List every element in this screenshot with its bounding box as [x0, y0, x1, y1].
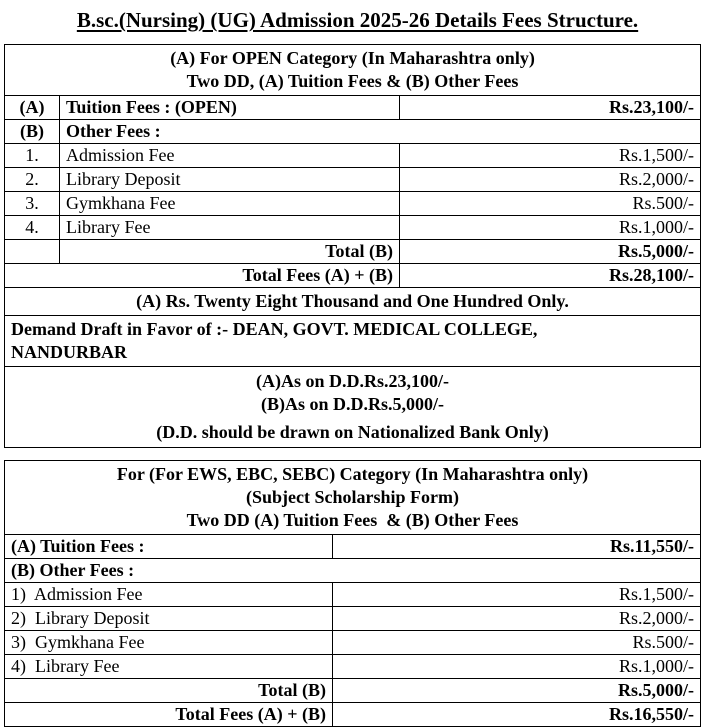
item-name: Library Deposit	[60, 168, 400, 192]
amount-in-words: (A) Rs. Twenty Eight Thousand and One Hundred Only.	[5, 288, 701, 316]
item-name: 3) Gymkhana Fee	[5, 631, 333, 655]
item-name: Gymkhana Fee	[60, 192, 400, 216]
item-name: 4) Library Fee	[5, 655, 333, 679]
item-name: 1) Admission Fee	[5, 583, 333, 607]
open-tuition-row	[5, 96, 701, 120]
ews-header	[5, 461, 701, 535]
total-b-amount: Rs.5,000/-	[333, 679, 701, 703]
demand-draft-cell	[5, 316, 701, 367]
table-row	[5, 192, 701, 216]
ews-total-fees-row	[5, 703, 701, 727]
total-b-label: Total (B)	[60, 240, 400, 264]
page-title-text: B.sc.(Nursing) (UG) Admission 2025-26 Details Fees Structure.	[76, 8, 639, 32]
total-b-label: Total (B)	[5, 679, 333, 703]
item-name: 2) Library Deposit	[5, 607, 333, 631]
item-amount: Rs.1,500/-	[333, 583, 701, 607]
table-row	[5, 144, 701, 168]
dd-details-cell	[5, 367, 701, 448]
other-fees-label: (B) Other Fees :	[5, 559, 701, 583]
demand-draft-line1: Demand Draft in Favor of :- DEAN, GOVT. MEDICAL COLLEGE,	[11, 319, 538, 339]
open-header	[5, 45, 701, 96]
dd-b: (B)As on D.D.Rs.5,000/-	[260, 394, 444, 414]
item-amount: Rs.1,500/-	[400, 144, 701, 168]
demand-draft-line2: NANDURBAR	[11, 342, 127, 362]
tuition-amount: Rs.23,100/-	[400, 96, 701, 120]
dd-details-row	[5, 367, 701, 448]
total-fees-label: Total Fees (A) + (B)	[5, 264, 400, 288]
item-amount: Rs.2,000/-	[400, 168, 701, 192]
ews-header-line2: (Subject Scholarship Form)	[246, 487, 459, 507]
empty-cell	[5, 240, 60, 264]
total-fees-amount: Rs.16,550/-	[333, 703, 701, 727]
item-name: Library Fee	[60, 216, 400, 240]
table-row	[5, 168, 701, 192]
ews-other-fees-row	[5, 559, 701, 583]
table-row	[5, 607, 701, 631]
page-title	[0, 6, 703, 34]
item-name: Admission Fee	[60, 144, 400, 168]
open-in-words-row	[5, 288, 701, 316]
tuition-label: (A) Tuition Fees :	[5, 535, 333, 559]
ews-total-b-row	[5, 679, 701, 703]
item-amount: Rs.500/-	[333, 631, 701, 655]
ews-tuition-row	[5, 535, 701, 559]
total-fees-amount: Rs.28,100/-	[400, 264, 701, 288]
ews-category-fees-table	[4, 460, 701, 727]
open-header-row	[5, 45, 701, 96]
other-fees-label: Other Fees :	[60, 120, 701, 144]
item-no: 1.	[5, 144, 60, 168]
open-other-fees-row	[5, 120, 701, 144]
item-no: 3.	[5, 192, 60, 216]
item-no: 4.	[5, 216, 60, 240]
total-b-amount: Rs.5,000/-	[400, 240, 701, 264]
ews-header-row	[5, 461, 701, 535]
open-total-fees-row	[5, 264, 701, 288]
other-fees-label-no: (B)	[5, 120, 60, 144]
tuition-label: Tuition Fees : (OPEN)	[60, 96, 400, 120]
open-header-line1: (A) For OPEN Category (In Maharashtra only)	[170, 48, 535, 68]
table-row	[5, 216, 701, 240]
open-category-fees-table	[4, 44, 701, 448]
dd-a: (A)As on D.D.Rs.23,100/-	[256, 371, 449, 391]
item-amount: Rs.1,000/-	[333, 655, 701, 679]
table-row	[5, 631, 701, 655]
item-amount: Rs.2,000/-	[333, 607, 701, 631]
open-header-line2: Two DD, (A) Tuition Fees & (B) Other Fees	[186, 71, 519, 91]
item-amount: Rs.500/-	[400, 192, 701, 216]
demand-draft-row	[5, 316, 701, 367]
tuition-label-no: (A)	[5, 96, 60, 120]
tuition-amount: Rs.11,550/-	[333, 535, 701, 559]
table-row	[5, 583, 701, 607]
total-fees-label: Total Fees (A) + (B)	[5, 703, 333, 727]
item-no: 2.	[5, 168, 60, 192]
table-row	[5, 655, 701, 679]
dd-note: (D.D. should be drawn on Nationalized Bank Only)	[156, 422, 549, 442]
ews-header-line3: Two DD (A) Tuition Fees & (B) Other Fees	[186, 510, 519, 530]
open-total-b-row	[5, 240, 701, 264]
item-amount: Rs.1,000/-	[400, 216, 701, 240]
ews-header-line1: For (For EWS, EBC, SEBC) Category (In Maharashtra only)	[116, 464, 589, 484]
